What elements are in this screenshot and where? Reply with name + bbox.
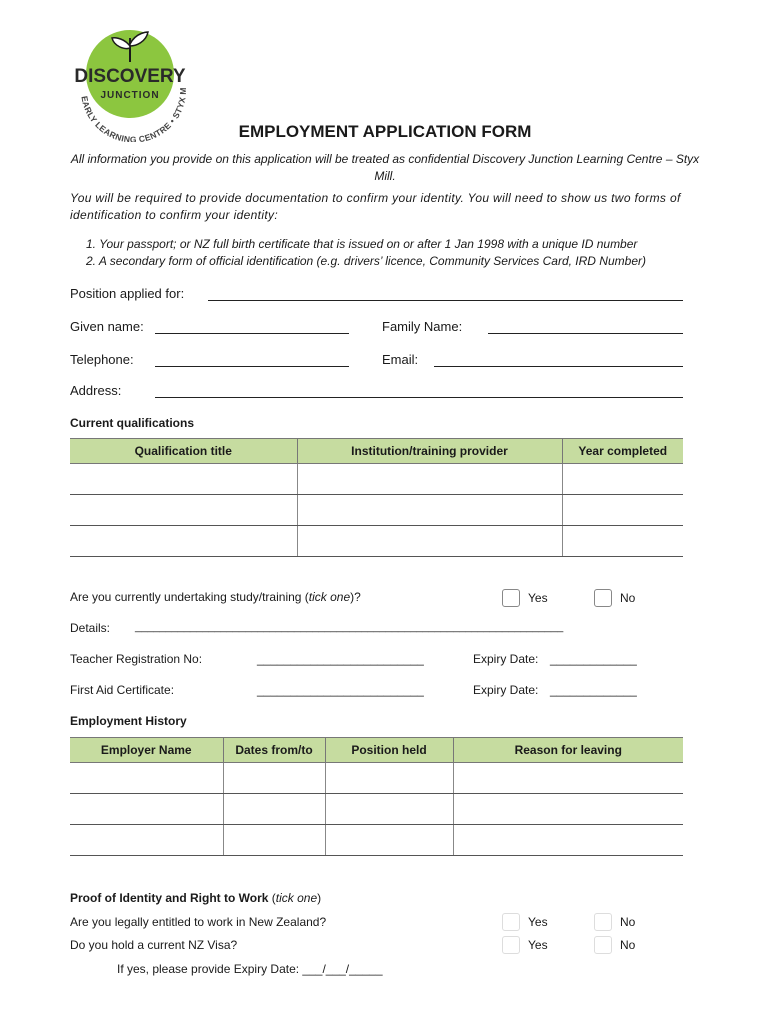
table-row	[70, 825, 683, 856]
given-name-label: Given name:	[70, 319, 144, 334]
visa-expiry-prompt[interactable]: If yes, please provide Expiry Date: ___/___/_____	[117, 962, 383, 976]
study-question-text: Are you currently undertaking study/training (	[70, 590, 309, 604]
confidentiality-note: All information you provide on this application will be treated as confidential Discovery Junction Learning Centre – Styx Mill.	[70, 152, 700, 183]
email-field[interactable]	[434, 366, 683, 367]
details-label: Details:	[70, 621, 111, 635]
nz-work-no-checkbox[interactable]	[594, 913, 612, 931]
email-label: Email:	[382, 352, 419, 367]
table-cell[interactable]	[70, 825, 223, 856]
table-cell[interactable]	[223, 794, 325, 825]
table-row	[70, 464, 683, 495]
table-cell[interactable]	[70, 464, 297, 495]
position-field[interactable]	[208, 300, 683, 301]
table-cell[interactable]	[223, 825, 325, 856]
address-label: Address:	[70, 383, 122, 398]
first-aid-label: First Aid Certificate:	[70, 683, 175, 697]
table-cell[interactable]	[70, 495, 297, 526]
proof-heading-text: Proof of Identity and Right to Work	[70, 891, 269, 905]
column-header: Reason for leaving	[453, 738, 683, 763]
nz-visa-question: Do you hold a current NZ Visa?	[70, 938, 238, 952]
table-row	[70, 763, 683, 794]
family-name-label: Family Name:	[382, 319, 463, 334]
employment-heading: Employment History	[70, 714, 187, 728]
telephone-label: Telephone:	[70, 352, 134, 367]
table-cell[interactable]	[70, 526, 297, 557]
study-yes-label: Yes	[528, 591, 548, 605]
logo-name-bottom: JUNCTION	[100, 90, 160, 101]
teacher-expiry-field[interactable]: _____________	[550, 652, 637, 666]
nz-work-question: Are you legally entitled to work in New Zealand?	[70, 915, 327, 929]
study-yes-option[interactable]	[502, 589, 548, 607]
first-aid-field[interactable]: _________________________	[257, 683, 424, 697]
table-row	[70, 495, 683, 526]
table-cell[interactable]	[325, 794, 453, 825]
table-row	[70, 526, 683, 557]
proof-tick-note: tick one	[275, 891, 318, 905]
position-label: Position applied for:	[70, 286, 185, 301]
nz-work-yes-option[interactable]	[502, 913, 548, 931]
column-header: Dates from/to	[223, 738, 325, 763]
table-cell[interactable]	[325, 763, 453, 794]
id-document-item: 1. Your passport; or NZ full birth certificate that is issued on or after 1 Jan 1998 with a unique ID number	[86, 237, 638, 251]
table-cell[interactable]	[223, 763, 325, 794]
proof-heading: Proof of Identity and Right to Work (tick one)	[70, 891, 322, 905]
nz-visa-no-label: No	[620, 938, 636, 952]
id-document-list	[86, 236, 646, 270]
study-no-option[interactable]	[594, 589, 635, 607]
table-cell[interactable]	[562, 464, 683, 495]
form-title: EMPLOYMENT APPLICATION FORM	[238, 122, 532, 141]
tick-one-note: tick one	[308, 590, 351, 604]
details-field[interactable]: ______________________________________________________________________	[135, 621, 564, 633]
qualifications-table	[70, 438, 683, 557]
nz-work-no-label: No	[620, 915, 636, 929]
study-no-checkbox[interactable]	[594, 589, 612, 607]
teacher-registration-label: Teacher Registration No:	[70, 652, 203, 666]
table-cell[interactable]	[297, 464, 562, 495]
study-yes-checkbox[interactable]	[502, 589, 520, 607]
table-cell[interactable]	[70, 794, 223, 825]
table-cell[interactable]	[297, 526, 562, 557]
column-header: Position held	[325, 738, 453, 763]
nz-work-no-option[interactable]	[594, 913, 635, 931]
family-name-field[interactable]	[488, 333, 683, 334]
study-no-label: No	[620, 591, 636, 605]
teacher-expiry-label: Expiry Date:	[473, 652, 539, 666]
table-row	[70, 794, 683, 825]
column-header: Year completed	[562, 439, 683, 464]
telephone-field[interactable]	[155, 366, 349, 367]
nz-work-yes-label: Yes	[528, 915, 548, 929]
column-header: Employer Name	[70, 738, 223, 763]
study-question-end: )?	[350, 590, 361, 604]
nz-work-yes-checkbox[interactable]	[502, 913, 520, 931]
table-cell[interactable]	[453, 763, 683, 794]
study-question	[70, 590, 361, 604]
address-field[interactable]	[155, 397, 683, 398]
first-aid-expiry-field[interactable]: _____________	[550, 683, 637, 697]
table-header-row	[70, 738, 683, 763]
nz-visa-yes-label: Yes	[528, 938, 548, 952]
table-header-row	[70, 439, 683, 464]
table-cell[interactable]	[297, 495, 562, 526]
table-cell[interactable]	[453, 794, 683, 825]
nz-visa-no-option[interactable]	[594, 936, 635, 954]
nz-visa-no-checkbox[interactable]	[594, 936, 612, 954]
column-header: Qualification title	[70, 439, 297, 464]
employment-table	[70, 737, 683, 856]
id-document-item: 2. A secondary form of official identification (e.g. drivers’ licence, Community Services Card, IRD Number)	[86, 254, 646, 268]
table-cell[interactable]	[562, 495, 683, 526]
first-aid-expiry-label: Expiry Date:	[473, 683, 539, 697]
identity-requirement: You will be required to provide documentation to confirm your identity. You will need to show us two forms of identification to confirm your identity:	[70, 191, 681, 222]
given-name-field[interactable]	[155, 333, 349, 334]
table-cell[interactable]	[453, 825, 683, 856]
table-cell[interactable]	[70, 763, 223, 794]
table-cell[interactable]	[562, 526, 683, 557]
logo-arc-text: EARLY LEARNING CENTRE • STYX M	[79, 87, 189, 142]
qualifications-heading: Current qualifications	[70, 416, 195, 430]
teacher-registration-field[interactable]: _________________________	[257, 652, 424, 666]
column-header: Institution/training provider	[297, 439, 562, 464]
nz-visa-yes-checkbox[interactable]	[502, 936, 520, 954]
nz-visa-yes-option[interactable]	[502, 936, 548, 954]
table-cell[interactable]	[325, 825, 453, 856]
logo-name-top: DISCOVERY	[74, 66, 186, 87]
